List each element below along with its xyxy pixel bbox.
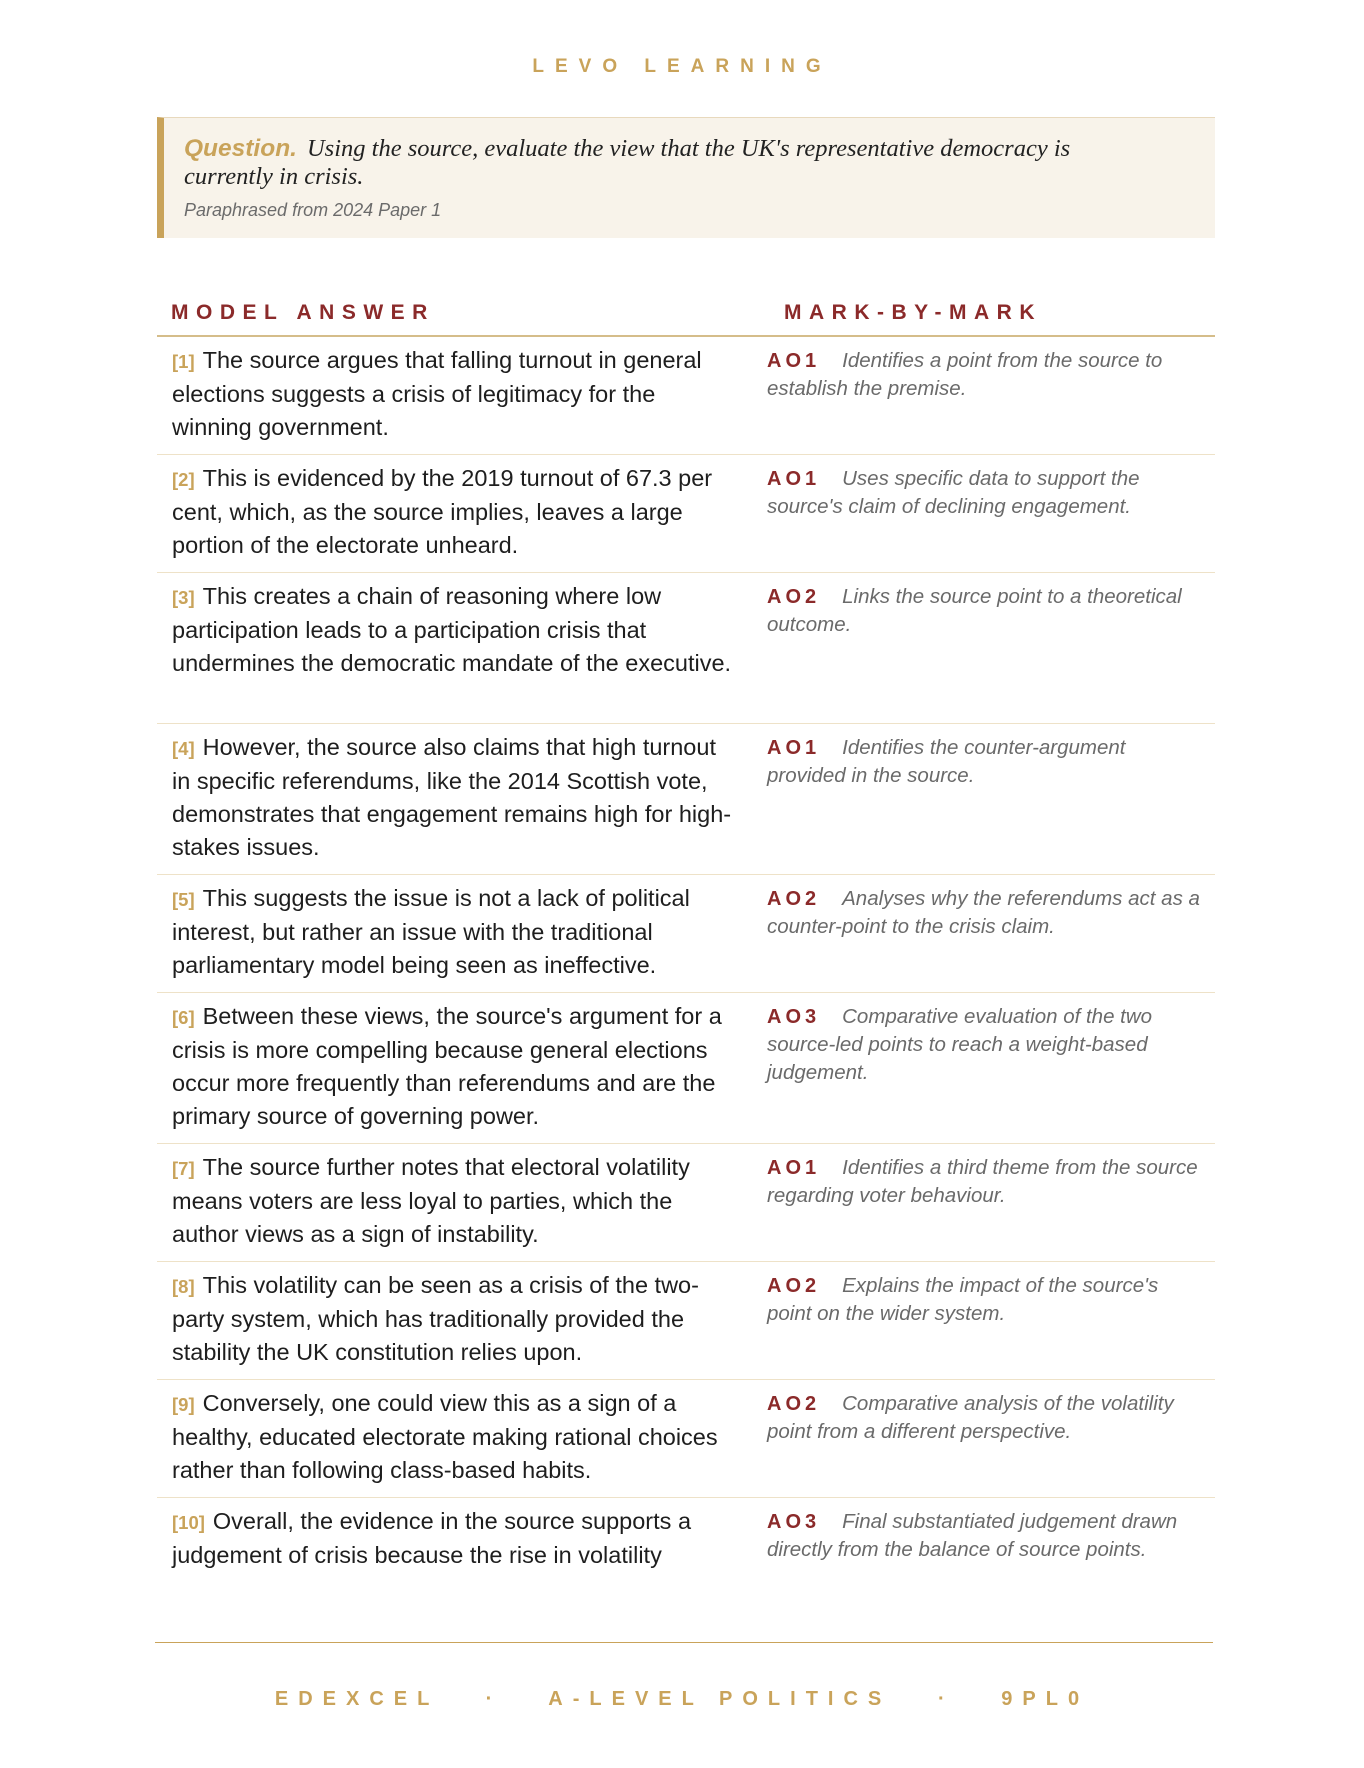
table-row — [157, 875, 1215, 993]
answer-cell — [157, 1498, 737, 1616]
ao-tag: AO3 — [767, 1006, 821, 1028]
mark-by-mark-heading: MARK-BY-MARK — [784, 301, 1042, 324]
answer-cell — [157, 875, 737, 992]
answer-text: This suggests the issue is not a lack of political interest, but rather an issue with the traditional parliamentary model being seen as ineffective. — [172, 885, 690, 978]
mark-comment: Identifies the counter-argument provided in the source. — [767, 736, 1126, 787]
point-number: [3] — [172, 587, 195, 608]
mark-cell — [737, 724, 1215, 874]
mark-cell — [737, 1262, 1215, 1379]
point-number: [9] — [172, 1394, 195, 1415]
answer-cell — [157, 1262, 737, 1379]
mark-cell — [737, 1498, 1215, 1616]
footer-separator: · — [485, 1688, 503, 1710]
question-line-1: Using the source, evaluate the view that the UK's representative democracy is — [306, 135, 1071, 162]
answer-cell — [157, 337, 737, 454]
table-row — [157, 993, 1215, 1144]
answer-text: The source argues that falling turnout in general elections suggests a crisis of legitimacy for the winning government. — [172, 347, 702, 440]
table-row — [157, 455, 1215, 573]
question-line-2: currently in crisis. — [184, 163, 364, 190]
question-box — [157, 117, 1215, 238]
question-text — [184, 135, 1191, 191]
ao-tag: AO1 — [767, 1157, 821, 1179]
mark-cell — [737, 337, 1215, 454]
answer-table — [157, 337, 1215, 1616]
answer-cell — [157, 993, 737, 1143]
question-source: Paraphrased from 2024 Paper 1 — [184, 200, 442, 220]
answer-cell — [157, 455, 737, 572]
mark-comment: Explains the impact of the source's point on the wider system. — [767, 1274, 1159, 1325]
mark-cell — [737, 455, 1215, 572]
mark-comment: Final substantiated judgement drawn directly from the balance of source points. — [767, 1510, 1178, 1561]
table-row — [157, 724, 1215, 875]
mark-comment: Comparative analysis of the volatility point from a different perspective. — [767, 1392, 1174, 1443]
ao-tag: AO2 — [767, 586, 821, 608]
ao-tag: AO1 — [767, 350, 821, 372]
answer-text: This creates a chain of reasoning where low participation leads to a participation crisis that undermines the democratic mandate of the executive. — [172, 583, 732, 676]
mark-comment: Uses specific data to support the source's claim of declining engagement. — [767, 467, 1140, 518]
point-number: [4] — [172, 738, 195, 759]
ao-tag: AO2 — [767, 1393, 821, 1415]
answer-text: This volatility can be seen as a crisis of the two-party system, which has traditionally provided the stability the UK constitution relies upon. — [172, 1272, 699, 1365]
point-number: [1] — [172, 351, 195, 372]
mark-comment: Identifies a point from the source to establish the premise. — [767, 349, 1163, 400]
mark-cell — [737, 1380, 1215, 1497]
mark-comment: Comparative evaluation of the two source-led points to reach a weight-based judgement. — [767, 1005, 1153, 1084]
answer-text: This is evidenced by the 2019 turnout of 67.3 per cent, which, as the source implies, leaves a large portion of the electorate unheard. — [172, 465, 713, 558]
table-row — [157, 1262, 1215, 1380]
answer-cell — [157, 1380, 737, 1497]
ao-tag: AO1 — [767, 737, 821, 759]
table-row — [157, 1144, 1215, 1262]
answer-text: However, the source also claims that high turnout in specific referendums, like the 2014 Scottish vote, demonstrates that engagement remains high for high-stakes issues. — [172, 734, 732, 860]
answer-text: Conversely, one could view this as a sign of a healthy, educated electorate making rational choices rather than following class-based habits. — [172, 1390, 718, 1483]
mark-cell — [737, 875, 1215, 992]
point-number: [8] — [172, 1276, 195, 1297]
ao-tag: AO2 — [767, 1275, 821, 1297]
mark-comment: Identifies a third theme from the source regarding voter behaviour. — [767, 1156, 1198, 1207]
answer-text: The source further notes that electoral volatility means voters are less loyal to parties, which the author views as a sign of instability. — [172, 1154, 690, 1247]
question-label: Question. — [184, 135, 297, 162]
footer-code: 9PL0 — [1001, 1688, 1090, 1710]
answer-cell — [157, 573, 737, 723]
point-number: [7] — [172, 1158, 195, 1179]
answer-text: Between these views, the source's argument for a crisis is more compelling because general elections occur more frequently than referendums and are the primary source of governing power. — [172, 1003, 722, 1129]
mark-cell — [737, 1144, 1215, 1261]
footer — [0, 1688, 1364, 1711]
table-row — [157, 573, 1215, 724]
footer-subject: A-LEVEL POLITICS — [548, 1688, 892, 1710]
answer-cell — [157, 1144, 737, 1261]
model-answer-heading: MODEL ANSWER — [171, 301, 435, 324]
mark-comment: Analyses why the referendums act as a counter-point to the crisis claim. — [767, 887, 1200, 938]
table-row — [157, 1498, 1215, 1616]
table-row — [157, 1380, 1215, 1498]
table-row — [157, 337, 1215, 455]
mark-comment: Links the source point to a theoretical outcome. — [767, 585, 1182, 636]
point-number: [5] — [172, 889, 195, 910]
ao-tag: AO2 — [767, 888, 821, 910]
point-number: [2] — [172, 469, 195, 490]
point-number: [6] — [172, 1007, 195, 1028]
point-number: [10] — [172, 1512, 205, 1533]
mark-cell — [737, 993, 1215, 1143]
mark-cell — [737, 573, 1215, 723]
footer-divider — [155, 1642, 1213, 1643]
footer-separator: · — [937, 1688, 955, 1710]
answer-cell — [157, 724, 737, 874]
footer-board: EDEXCEL — [274, 1688, 439, 1710]
brand-title: LEVO LEARNING — [532, 56, 832, 77]
ao-tag: AO1 — [767, 468, 821, 490]
ao-tag: AO3 — [767, 1511, 821, 1533]
answer-text: Overall, the evidence in the source supports a judgement of crisis because the rise in volatility — [172, 1508, 692, 1568]
